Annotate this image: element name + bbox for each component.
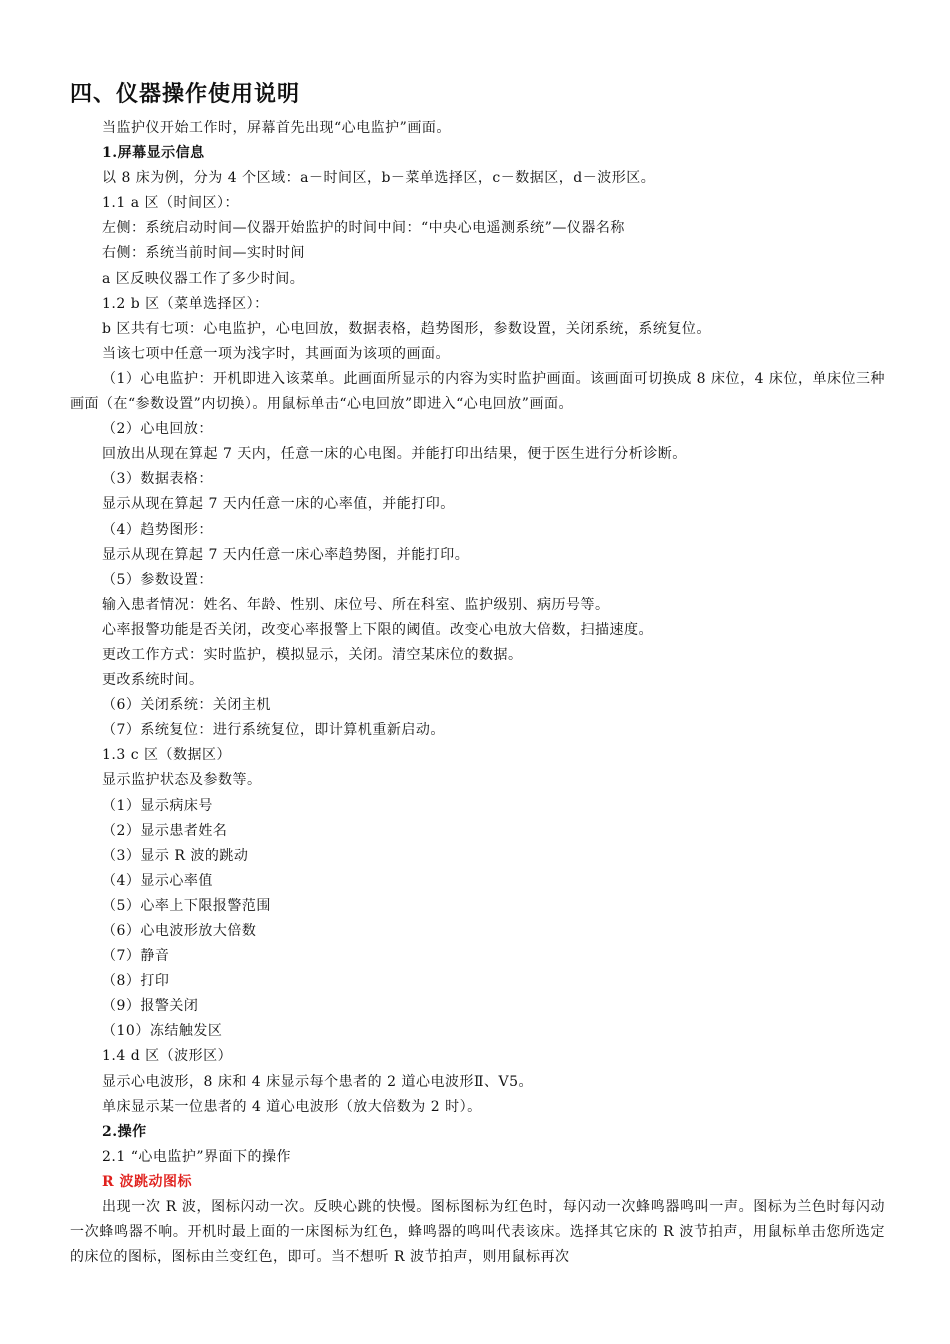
text-line: 2.1 “心电监护”界面下的操作 xyxy=(102,1148,292,1165)
text-line: 1.2 b 区（菜单选择区）： xyxy=(102,295,269,312)
subheading: R 波跳动图标 xyxy=(102,1173,193,1190)
text-line: 右侧：系统当前时间—实时时间 xyxy=(102,245,305,262)
text-block-2 xyxy=(70,417,885,1195)
text-line: （4）显示心率值 xyxy=(102,872,213,889)
text-line: （6）心电波形放大倍数 xyxy=(102,923,257,939)
paragraph-ecg-monitor: （1）心电监护：开机即进入该菜单。此画面所显示的内容为实时监护画面。该画面可切换成 8 床位，4 床位，单床位三种画面（在“参数设置”内切换）。用鼠标单击“心电回放”即进入“心电回放”画面。 xyxy=(70,370,885,413)
text-line: （8）打印 xyxy=(102,973,170,990)
text-line: （4）趋势图形： xyxy=(102,521,213,538)
text-block-1 xyxy=(70,116,885,367)
subheading: 2.操作 xyxy=(102,1123,147,1140)
text-line: 显示从现在算起 7 天内任意一床的心率值，并能打印。 xyxy=(102,496,455,513)
text-line: b 区共有七项：心电监护，心电回放，数据表格，趋势图形，参数设置，关闭系统，系统复位。 xyxy=(102,320,711,337)
text-line: 1.1 a 区（时间区）： xyxy=(102,195,240,212)
text-line: 心率报警功能是否关闭，改变心率报警上下限的阈值。改变心电放大倍数，扫描速度。 xyxy=(102,621,653,638)
text-line: （7）系统复位：进行系统复位，即计算机重新启动。 xyxy=(102,722,445,739)
text-line: 单床显示某一位患者的 4 道心电波形（放大倍数为 2 时）。 xyxy=(102,1098,482,1115)
text-line: （7）静音 xyxy=(102,948,170,965)
text-line: 显示从现在算起 7 天内任意一床心率趋势图，并能打印。 xyxy=(102,546,470,563)
text-line: 显示心电波形，8 床和 4 床显示每个患者的 2 道心电波形Ⅱ、V5。 xyxy=(102,1073,534,1090)
text-line: （5）心率上下限报警范围 xyxy=(102,897,271,914)
text-line: （3）数据表格： xyxy=(102,471,213,488)
text-line: （6）关闭系统：关闭主机 xyxy=(102,697,271,714)
text-line: 显示监护状态及参数等。 xyxy=(102,772,262,789)
text-line: 更改系统时间。 xyxy=(102,672,204,689)
text-line: 回放出从现在算起 7 天内，任意一床的心电图。并能打印出结果，便于医生进行分析诊断。 xyxy=(102,446,687,463)
text-line: （10）冻结触发区 xyxy=(102,1023,223,1040)
paragraph-r-wave: 出现一次 R 波，图标闪动一次。反映心跳的快慢。图标图标为红色时，每闪动一次蜂鸣器鸣叫一声。图标为兰色时每闪动一次蜂鸣器不响。开机时最上面的一床图标为红色，蜂鸣器的鸣叫代表该床。选择其它床的 R 波节拍声，用鼠标单击您所选定的床位的图标，图标由兰变红色，即可。当不想听 R 波节拍声，则用鼠标再次 xyxy=(70,1199,885,1266)
text-line: （2）心电回放： xyxy=(102,421,213,438)
text-line: 以 8 床为例，分为 4 个区域：a－时间区，b－菜单选择区，c－数据区，d－波形区。 xyxy=(102,170,656,187)
subheading: 1.屏幕显示信息 xyxy=(102,145,205,162)
text-line: 输入患者情况：姓名、年龄、性别、床位号、所在科室、监护级别、病历号等。 xyxy=(102,596,610,613)
text-line: （9）报警关闭 xyxy=(102,998,199,1015)
section-heading: 四、仪器操作使用说明 xyxy=(70,82,301,107)
document-page xyxy=(70,78,885,1270)
text-line: （1）显示病床号 xyxy=(102,797,213,814)
text-line: 当该七项中任意一项为浅字时，其画面为该项的画面。 xyxy=(102,345,450,362)
text-line: 更改工作方式：实时监护，模拟显示，关闭。清空某床位的数据。 xyxy=(102,646,523,663)
text-line: 1.3 c 区（数据区） xyxy=(102,747,232,764)
text-line: （2）显示患者姓名 xyxy=(102,822,228,839)
text-line: 1.4 d 区（波形区） xyxy=(102,1048,233,1065)
text-line: （3）显示 R 波的跳动 xyxy=(102,847,249,864)
text-line: 左侧：系统启动时间—仪器开始监护的时间中间：“中央心电遥测系统”—仪器名称 xyxy=(102,220,625,237)
text-line: 当监护仪开始工作时，屏幕首先出现“心电监护”画面。 xyxy=(102,120,451,136)
text-line: （5）参数设置： xyxy=(102,571,213,588)
text-line: a 区反映仪器工作了多少时间。 xyxy=(102,270,305,287)
